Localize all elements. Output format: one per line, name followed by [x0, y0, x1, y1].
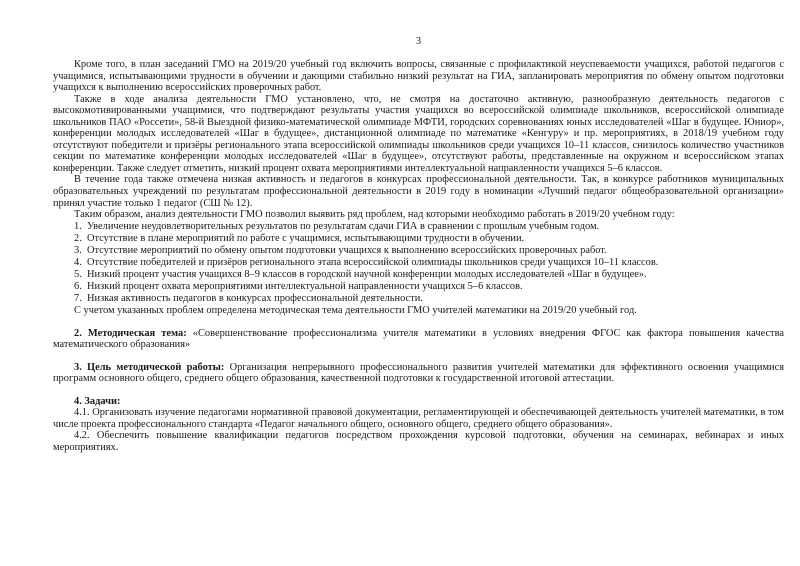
list-text: Отсутствие победителей и призёров регионального этапа всероссийской олимпиады школьников среди учащихся 10–11 классов. — [87, 257, 659, 269]
document-body — [53, 59, 784, 453]
list-item — [53, 293, 784, 305]
list-text: Отсутствие в плане мероприятий по работе с учащимися, испытывающими трудности в обучении. — [87, 233, 525, 245]
list-number: 2. — [74, 233, 82, 245]
list-number: 6. — [74, 281, 82, 293]
task-item: 4.2. Обеспечить повышение квалификации педагогов посредством прохождения курсовой подготовки, обучения на семинарах, вебинарах и иных мероприятиях. — [53, 430, 784, 453]
list-item — [53, 269, 784, 281]
problems-list — [53, 221, 784, 305]
list-text: Низкий процент охвата мероприятиями интеллектуальной направленности учащихся 5–6 классов. — [87, 281, 523, 293]
task-item: 4.1. Организовать изучение педагогами нормативной правовой документации, регламентирующей и обеспечивающей деятельность учителей математики, в том числе проекта профессионального стандарта «Педагог начального общего, основного общего, среднего общего образования». — [53, 407, 784, 430]
list-text: Низкая активность педагогов в конкурсах профессиональной деятельности. — [87, 293, 423, 305]
section-heading: 2. Методическая тема: — [74, 327, 187, 339]
list-number: 4. — [74, 257, 82, 269]
list-number: 3. — [74, 245, 82, 257]
list-number: 7. — [74, 293, 82, 305]
paragraph-conclusion: С учетом указанных проблем определена методическая тема деятельности ГМО учителей математики на 2019/20 учебный год. — [74, 304, 637, 316]
page-number: 3 — [415, 36, 422, 47]
list-text: Увеличение неудовлетворительных результатов по результатам сдачи ГИА в сравнении с прошлым учебным годом. — [87, 221, 600, 233]
section-text: «Совершенствование профессионализма учителя математики в условиях внедрения ФГОС как фактора повышения качества математического образования» — [53, 327, 784, 351]
section-tasks-heading — [53, 396, 784, 408]
list-text: Отсутствие мероприятий по обмену опытом подготовки учащихся к выполнению всероссийских проверочных работ. — [87, 245, 607, 257]
paragraph-competitions: В течение года также отмечена низкая активность и педагогов в конкурсах профессиональной деятельности. Так, в конкурсе работников муниципальных образовательных учреждений по результатам профессиональной деятельности в 2019 году в номинации «Лучший педагог общеобразовательной организации» принял участие только 1 педагог (СШ № 12). — [53, 174, 784, 209]
paragraph-plan: Кроме того, в план заседаний ГМО на 2019/20 учебный год включить вопросы, связанные с профилактикой неуспеваемости учащихся, работой педагогов с учащимися, испытывающими трудности в обучении и дающими стабильно низкий результат на ГИА, запланировать мероприятия по обмену опытом подготовки учащихся к выполнению всероссийских проверочных работ. — [53, 59, 784, 94]
section-text: Организация непрерывного профессионального развития учителей математики для эффективного освоения учащимися программ основного общего, среднего общего образования, качественной подготовки к государственной итоговой аттестации. — [53, 361, 784, 385]
list-text: Низкий процент участия учащихся 8–9 классов в городской научной конференции молодых исследователей «Шаг в будущее». — [87, 269, 647, 281]
paragraph-problems-intro: Таким образом, анализ деятельности ГМО позволил выявить ряд проблем, над которыми необходимо работать в 2019/20 учебном году: — [74, 209, 675, 221]
list-number: 5. — [74, 269, 82, 281]
paragraph-analysis: Также в ходе анализа деятельности ГМО установлено, что, не смотря на достаточно активную, разнообразную деятельность педагогов с высокомотивированными учащимися, что подтверждают результаты участия учащихся во всероссийской олимпиаде школьников, всероссийской олимпиаде школьников ПАО «Россети», 58-й Выездной физико-математической олимпиаде МФТИ, городских соревнованиях юных исследователей «Шаг в будущее. Юниор», конференции молодых исследователей «Шаг в будущее», дистанционной олимпиаде по математике «Кенгуру» и пр. мероприятиях, в 2018/19 учебном году отсутствуют победители и призёры регионального этапа всероссийской олимпиады школьников среди учащихся 10–11 классов, снизилось количество участников секции по математике конференции молодых исследователей «Шаг в будущее», отсутствуют работы, представленные на окружном и всероссийском этапах конференции. Также следует отметить, низкий процент охвата мероприятиями интеллектуальной направленности учащихся 5–6 классов. — [53, 93, 784, 174]
list-item — [53, 257, 784, 269]
list-item — [53, 233, 784, 245]
list-item — [53, 221, 784, 233]
section-heading: 3. Цель методической работы: — [74, 361, 225, 373]
section-goal — [53, 362, 784, 385]
section-heading: 4. Задачи: — [74, 395, 121, 407]
list-number: 1. — [74, 221, 82, 233]
list-item — [53, 281, 784, 293]
list-item — [53, 245, 784, 257]
section-methodical-theme — [53, 328, 784, 351]
